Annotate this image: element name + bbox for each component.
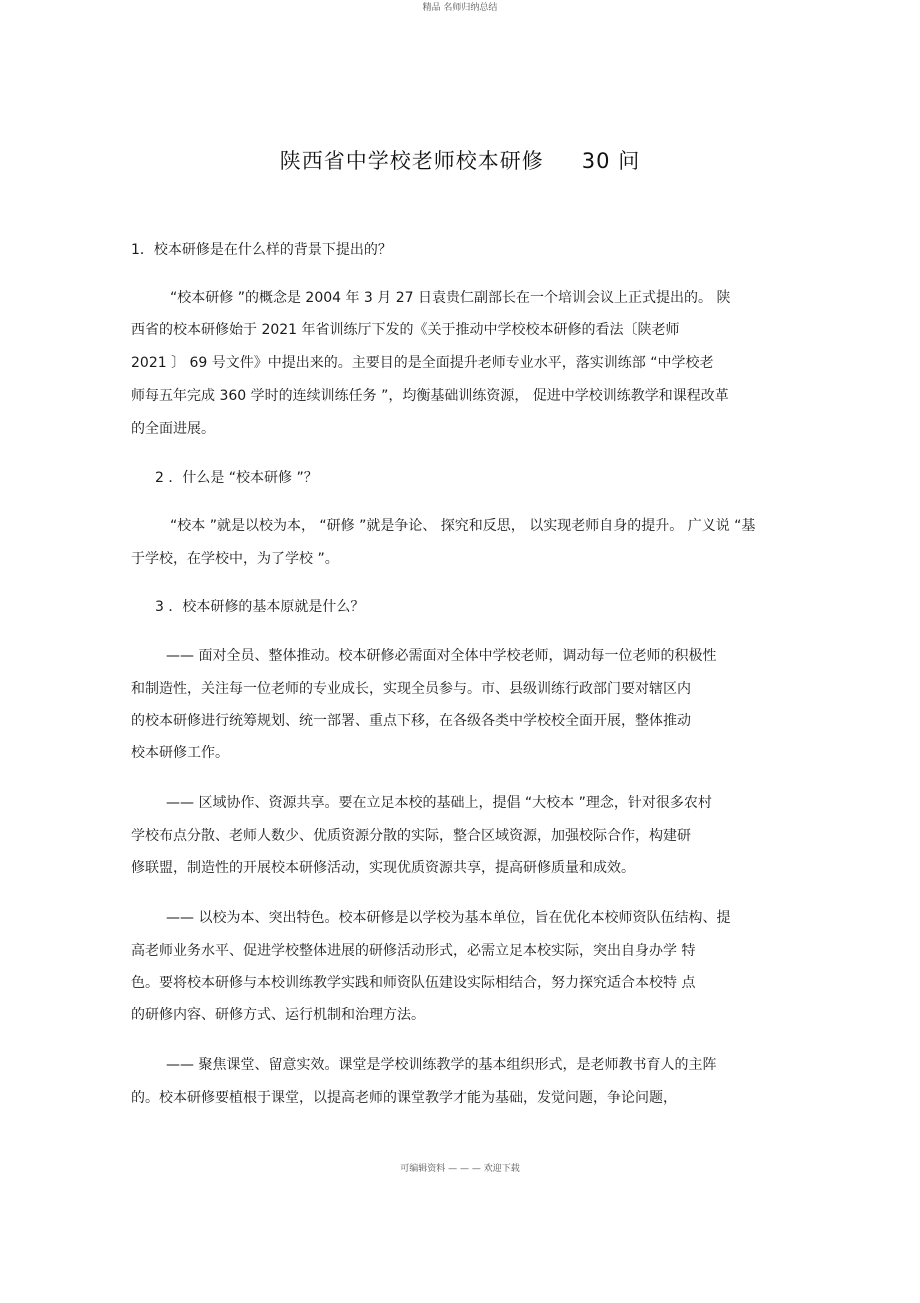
question-1-heading: 1．校本研修是在什么样的背景下提出的？	[131, 242, 392, 258]
paragraph-line: —— 聚焦课堂、留意实效。课堂是学校训练教学的基本组织形式，是老师教书育人的主阵	[166, 1057, 717, 1073]
page-footer-note: 可编辑资料 — — — 欢迎下载	[400, 1164, 520, 1174]
paragraph-line: “校本研修 ”的概念是 2004 年 3 月 27 日袁贵仁副部长在一个培训会议上正式提出的。 陕	[170, 290, 731, 306]
paragraph-line: 修联盟，制造性的开展校本研修活动，实现优质资源共享，提高研修质量和成效。	[131, 860, 635, 876]
paragraph-line: 色。要将校本研修与本校训练教学实践和师资队伍建设实际相结合，努力探究适合本校特 点	[131, 975, 696, 991]
page-header-note: 精品 名师归纳总结	[422, 3, 498, 13]
paragraph-line: “校本 ”就是以校为本， “研修 ”就是争论、 探究和反思， 以实现老师自身的提升。 广义说 “基	[170, 518, 756, 534]
paragraph-line: 高老师业务水平、促进学校整体进展的研修活动形式，必需立足本校实际，突出自身办学 特	[131, 943, 696, 959]
title-main: 陕西省中学校老师校本研修	[279, 149, 544, 173]
page-title	[0, 145, 920, 175]
paragraph-line: —— 区域协作、资源共享。要在立足本校的基础上，提倡 “大校本 ”理念，针对很多农村	[166, 795, 712, 811]
paragraph-line: 校本研修工作。	[131, 745, 229, 761]
paragraph-line: —— 面对全员、整体推动。校本研修必需面对全体中学校老师，调动每一位老师的积极性	[166, 648, 717, 664]
question-3-heading: 3 ．校本研修的基本原就是什么？	[155, 599, 365, 615]
paragraph-line: 和制造性，关注每一位老师的专业成长，实现全员参与。市、县级训练行政部门要对辖区内	[131, 681, 691, 697]
paragraph-line: 的全面进展。	[131, 421, 215, 437]
paragraph-line: —— 以校为本、突出特色。校本研修是以学校为基本单位，旨在优化本校师资队伍结构、提	[166, 910, 731, 926]
paragraph-line: 师每五年完成 360 学时的连续训练任务 ”，均衡基础训练资源， 促进中学校训练教学和课程改革	[131, 388, 729, 404]
paragraph-line: 西省的校本研修始于 2021 年省训练厅下发的《关于推动中学校校本研修的看法〔陕老师	[131, 322, 680, 338]
paragraph-line: 于学校，在学校中，为了学校 ”。	[131, 551, 339, 567]
paragraph-line: 学校布点分散、老师人数少、优质资源分散的实际，整合区域资源，加强校际合作，构建研	[131, 828, 691, 844]
question-2-heading: 2 ．什么是 “校本研修 ”？	[155, 470, 318, 486]
paragraph-line: 2021 〕 69 号文件》中提出来的。主要目的是全面提升老师专业水平，落实训练部 “中学校老	[131, 355, 714, 371]
paragraph-line: 的校本研修进行统筹规划、统一部署、重点下移，在各级各类中学校校全面开展，整体推动	[131, 713, 691, 729]
paragraph-line: 的。校本研修要植根于课堂，以提高老师的课堂教学才能为基础，发觉问题，争论问题，	[131, 1090, 677, 1106]
paragraph-line: 的研修内容、研修方式、运行机制和治理方法。	[131, 1007, 425, 1023]
title-number: 30 问	[581, 149, 641, 173]
